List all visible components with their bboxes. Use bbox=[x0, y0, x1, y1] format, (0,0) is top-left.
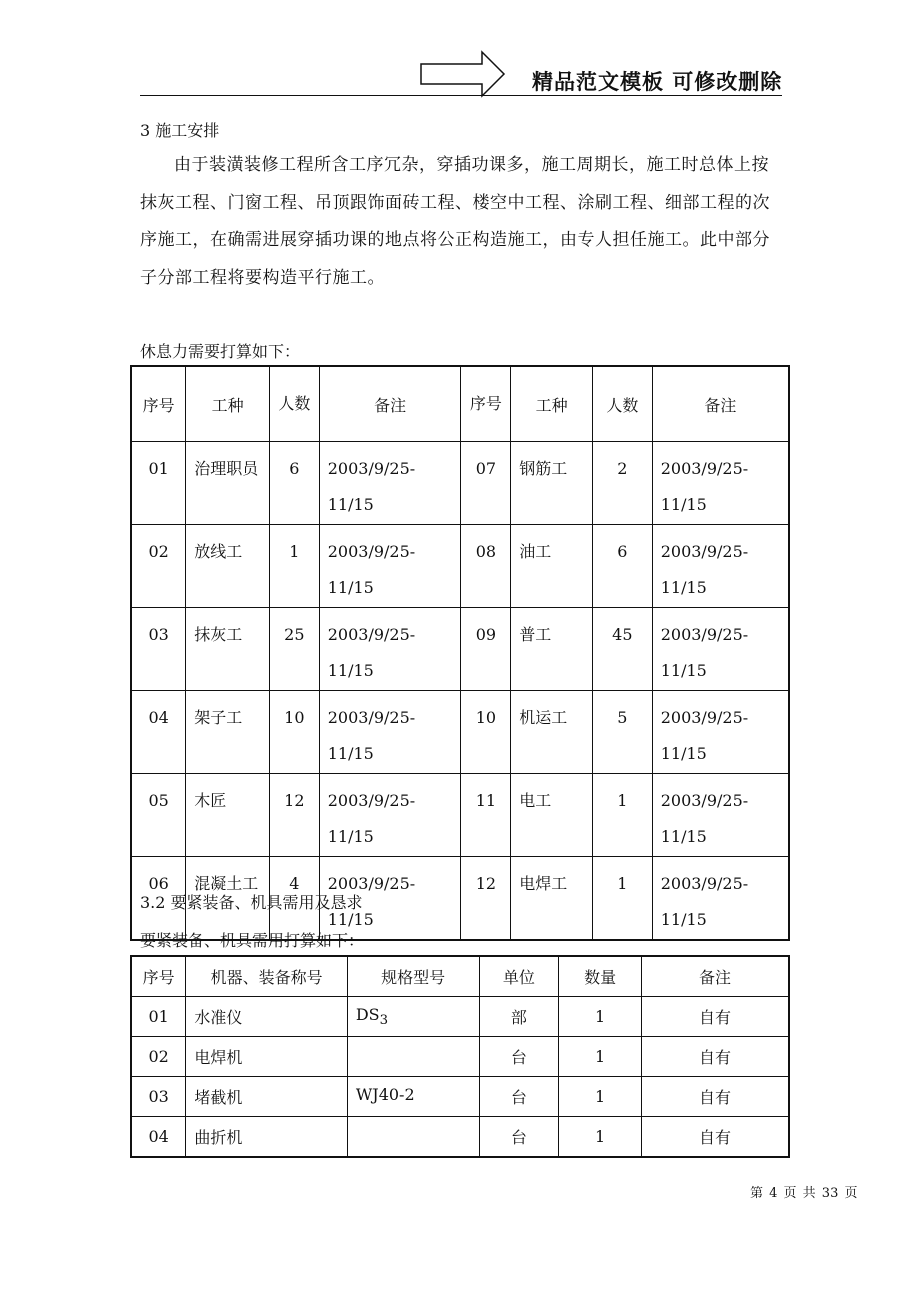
table-cell: 08 bbox=[461, 525, 511, 608]
table-cell: 4 bbox=[269, 857, 319, 941]
model-text: DS bbox=[355, 1004, 380, 1024]
table-cell: 25 bbox=[269, 608, 319, 691]
table-cell: 04 bbox=[131, 1117, 186, 1158]
col-header: 序号 bbox=[131, 956, 186, 997]
table-cell: 钢筋工 bbox=[511, 442, 593, 525]
col-header: 机器、装备称号 bbox=[186, 956, 347, 997]
table-cell: 1 bbox=[592, 857, 652, 941]
table-cell: 自有 bbox=[641, 997, 789, 1037]
col-header: 备注 bbox=[652, 366, 789, 442]
table-cell: 10 bbox=[269, 691, 319, 774]
table-cell: 机运工 bbox=[511, 691, 593, 774]
table-cell: 1 bbox=[559, 997, 642, 1037]
table-cell: 2003/9/25-11/15 bbox=[319, 525, 461, 608]
table-cell: 抹灰工 bbox=[186, 608, 270, 691]
table-cell: 油工 bbox=[511, 525, 593, 608]
table-cell: 11 bbox=[461, 774, 511, 857]
table-row bbox=[131, 1037, 789, 1077]
table-cell: 06 bbox=[131, 857, 186, 941]
table-cell: 01 bbox=[131, 442, 186, 525]
header-title: 精品范文模板 可修改删除 bbox=[532, 70, 783, 94]
table-cell: 2003/9/25-11/15 bbox=[652, 608, 789, 691]
table-cell: 12 bbox=[269, 774, 319, 857]
table-cell: 2003/9/25-11/15 bbox=[652, 691, 789, 774]
table-cell: 堵截机 bbox=[186, 1077, 347, 1117]
table-cell: 部 bbox=[479, 997, 559, 1037]
body-paragraph: 由于装潢装修工程所含工序冗杂，穿插功课多，施工周期长，施工时总体上按抹灰工程、门窗工程、吊顶跟饰面砖工程、楼空中工程、涂刷工程、细部工程的次序施工，在确需进展穿插功课的地点将公正构造施工，由专人担任施工。此中部分子分部工程将要构造平行施工。 bbox=[140, 155, 770, 288]
table-cell: 01 bbox=[131, 997, 186, 1037]
table-cell: 2003/9/25-11/15 bbox=[319, 442, 461, 525]
table-cell: 2 bbox=[592, 442, 652, 525]
table-cell: 曲折机 bbox=[186, 1117, 347, 1158]
equipment-caption: 要紧装备、机具需用打算如下： bbox=[140, 931, 365, 950]
col-header: 备注 bbox=[641, 956, 789, 997]
table-cell: 6 bbox=[269, 442, 319, 525]
table-cell: 1 bbox=[559, 1077, 642, 1117]
table-cell: 03 bbox=[131, 1077, 186, 1117]
table-cell: 2003/9/25-11/15 bbox=[652, 774, 789, 857]
table-cell bbox=[347, 1117, 479, 1158]
table-cell: 2003/9/25-11/15 bbox=[652, 442, 789, 525]
table-cell: 台 bbox=[479, 1077, 559, 1117]
model-subscript: 3 bbox=[379, 1013, 389, 1029]
table-cell: 05 bbox=[131, 774, 186, 857]
table-cell: 02 bbox=[131, 1037, 186, 1077]
table-cell: 45 bbox=[592, 608, 652, 691]
table-cell bbox=[347, 997, 479, 1037]
table-row bbox=[131, 1117, 789, 1158]
table-row bbox=[131, 525, 789, 608]
table-cell: 1 bbox=[269, 525, 319, 608]
table-cell: 03 bbox=[131, 608, 186, 691]
table-cell: 自有 bbox=[641, 1037, 789, 1077]
table-cell: 6 bbox=[592, 525, 652, 608]
table-cell: 放线工 bbox=[186, 525, 270, 608]
col-header: 单位 bbox=[479, 956, 559, 997]
table-cell: 1 bbox=[592, 774, 652, 857]
section-title: 3 施工安排 bbox=[140, 121, 220, 140]
labor-caption: 休息力需要打算如下： bbox=[140, 342, 301, 361]
table-cell: 普工 bbox=[511, 608, 593, 691]
table-cell: 台 bbox=[479, 1037, 559, 1077]
table-cell: 2003/9/25-11/15 bbox=[652, 525, 789, 608]
col-header: 备注 bbox=[319, 366, 461, 442]
table-cell bbox=[347, 1077, 479, 1117]
table-cell: 2003/9/25-11/15 bbox=[319, 774, 461, 857]
page-number: 第 4 页 共 33 页 bbox=[750, 1186, 858, 1201]
table-cell: 1 bbox=[559, 1037, 642, 1077]
table-cell: 07 bbox=[461, 442, 511, 525]
col-header: 人数 bbox=[269, 366, 319, 442]
table-cell: 2003/9/25-11/15 bbox=[319, 691, 461, 774]
col-header: 人数 bbox=[592, 366, 652, 442]
table-cell: 台 bbox=[479, 1117, 559, 1158]
labor-header-row bbox=[131, 366, 789, 442]
table-row bbox=[131, 774, 789, 857]
col-header: 序号 bbox=[461, 366, 511, 442]
table-cell: 2003/9/25-11/15 bbox=[652, 857, 789, 941]
right-arrow-icon bbox=[420, 50, 506, 98]
table-cell bbox=[347, 1037, 479, 1077]
table-cell: 木匠 bbox=[186, 774, 270, 857]
table-cell: 电工 bbox=[511, 774, 593, 857]
table-cell: 电焊机 bbox=[186, 1037, 347, 1077]
table-cell: 12 bbox=[461, 857, 511, 941]
col-header: 工种 bbox=[186, 366, 270, 442]
table-cell: 混凝土工 bbox=[186, 857, 270, 941]
table-cell: 09 bbox=[461, 608, 511, 691]
table-cell: 自有 bbox=[641, 1117, 789, 1158]
table-cell: 水准仪 bbox=[186, 997, 347, 1037]
table-cell: 04 bbox=[131, 691, 186, 774]
table-cell: 电焊工 bbox=[511, 857, 593, 941]
table-cell: 10 bbox=[461, 691, 511, 774]
table-cell: 自有 bbox=[641, 1077, 789, 1117]
table-cell: 治理职员 bbox=[186, 442, 270, 525]
labor-table bbox=[130, 365, 790, 941]
col-header: 序号 bbox=[131, 366, 186, 442]
table-row bbox=[131, 608, 789, 691]
equipment-header-row bbox=[131, 956, 789, 997]
equipment-table bbox=[130, 955, 790, 1158]
table-cell: 02 bbox=[131, 525, 186, 608]
col-header: 工种 bbox=[511, 366, 593, 442]
table-row bbox=[131, 1077, 789, 1117]
table-cell: 5 bbox=[592, 691, 652, 774]
table-row bbox=[131, 691, 789, 774]
col-header: 数量 bbox=[559, 956, 642, 997]
table-cell: 1 bbox=[559, 1117, 642, 1158]
table-cell: 2003/9/25-11/15 bbox=[319, 608, 461, 691]
col-header: 规格型号 bbox=[347, 956, 479, 997]
table-row bbox=[131, 997, 789, 1037]
table-row bbox=[131, 442, 789, 525]
table-cell: 2003/9/25-11/15 bbox=[319, 857, 461, 941]
model-text: WJ40-2 bbox=[355, 1084, 415, 1104]
table-cell: 架子工 bbox=[186, 691, 270, 774]
equipment-section-title: 3.2 要紧装备、机具需用及恳求 bbox=[140, 893, 363, 912]
header-divider bbox=[140, 95, 782, 96]
